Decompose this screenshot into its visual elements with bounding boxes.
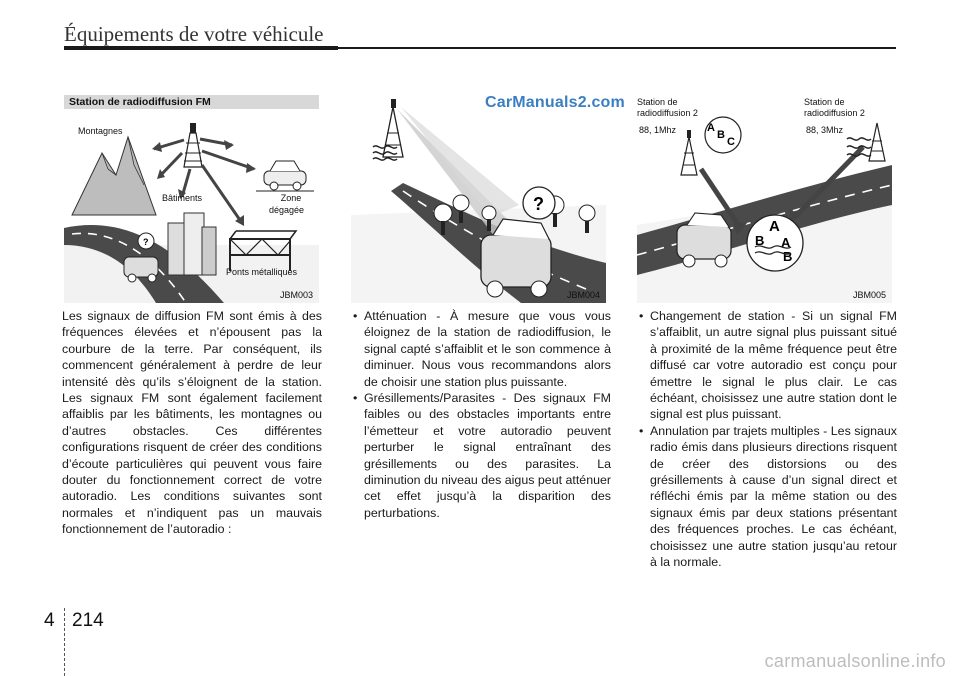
bullet-attenuation: • Atténuation - À mesure que vous vous éloignez de la station de radiodiffusion, le signal capté s’affaiblit et le son commence à diminuer. Nous vous recommandons alors de choisir une station plus puissante. — [351, 308, 611, 390]
svg-text:B: B — [755, 233, 765, 248]
figure-header-text: Station de radiodiffusion FM — [69, 96, 211, 108]
svg-text:?: ? — [533, 194, 544, 214]
label-clear-zone-2: dégagée — [269, 205, 305, 215]
svg-text:C: C — [727, 136, 735, 148]
text-column-1 — [62, 308, 322, 538]
figure-header — [64, 95, 319, 109]
footer-separator — [64, 608, 65, 676]
label-station-right-line1: Station de — [804, 97, 845, 107]
figure-attenuation — [351, 94, 625, 303]
svg-text:B: B — [717, 129, 725, 141]
figure-station-change — [637, 95, 892, 303]
attenuation-illustration — [351, 95, 606, 303]
bullet-static: • Grésillements/Parasites - Des signaux FM faibles ou des obstacles importants entre l’émetteur et votre autoradio peuvent perturber le signal entraînant des grésillements ou des parasites. La diminution du niveau des aigus peut atténuer cet effet jusqu’à la disparition des perturbations. — [351, 390, 611, 521]
label-metal-bridges: Ponts métalliques — [226, 267, 298, 277]
figure-code: JBM003 — [279, 290, 313, 300]
title-rule-thin — [338, 47, 896, 49]
label-freq-left: 88, 1Mhz — [639, 125, 677, 135]
chapter-title: Équipements de votre véhicule — [64, 22, 324, 46]
label-station-left-line1: Station de — [637, 97, 678, 107]
paragraph-intro: Les signaux de diffusion FM sont émis à des fréquences élevées et n’épousent pas la courbure de la terre. Par conséquent, ils commencent généralement à perdre de leur intensité dès qu’ils s’éloignent de la station. Les signaux FM sont également facilement affaiblis par les bâtiments, les montagnes ou d’autres obstacles. Ces différentes configurations risquent de créer des conditions d’écoute particulières qui peuvent vous faire douter du fonctionnement correct de votre autoradio. Les conditions suivantes sont normales et n’indiquent pas un mauvais fonctionnement de l’autoradio : — [62, 309, 322, 537]
label-mountains: Montagnes — [78, 126, 123, 136]
svg-text:A: A — [769, 218, 780, 235]
text-column-2 — [351, 308, 611, 521]
chapter-number: 4 — [44, 610, 55, 631]
label-freq-right: 88, 3Mhz — [806, 125, 844, 135]
figure-code: JBM005 — [852, 290, 886, 300]
text-column-3 — [637, 308, 897, 571]
label-station-right-line2: radiodiffusion 2 — [804, 108, 865, 118]
svg-text:A: A — [707, 122, 715, 134]
figure-code: JBM004 — [566, 290, 600, 300]
title-rule-thick — [64, 46, 338, 50]
svg-text:?: ? — [143, 237, 149, 247]
site-watermark: carmanualsonline.info — [764, 651, 946, 671]
bullet-station-change: • Changement de station - Si un signal FM s’affaiblit, un autre signal plus puissant situé à proximité de la même fréquence peut être diffusé car votre autoradio est conçu pour émettre le signal le plus clair. Le cas échéant, choisissez une autre station dont le signal est plus puissant. — [637, 308, 897, 423]
label-station-left-line2: radiodiffusion 2 — [637, 108, 698, 118]
svg-text:B: B — [783, 249, 793, 264]
label-clear-zone-1: Zone — [280, 193, 302, 203]
page-number: 214 — [72, 610, 104, 631]
figure-fm-broadcast — [64, 95, 319, 303]
watermark: CarManuals2.com — [485, 94, 625, 111]
bullet-multipath: • Annulation par trajets multiples - Les signaux radio émis dans plusieurs directions risquent de créer des distorsions ou des grésillements à cause d’un signal direct et réfléchi émis par la même station ou des signaux émis par deux stations présentant des fréquences proches. Le cas échéant, choisissez une autre station jusqu’au retour à la normale. — [637, 423, 897, 571]
label-buildings: Bâtiments — [162, 193, 203, 203]
svg-text:A: A — [781, 235, 791, 250]
